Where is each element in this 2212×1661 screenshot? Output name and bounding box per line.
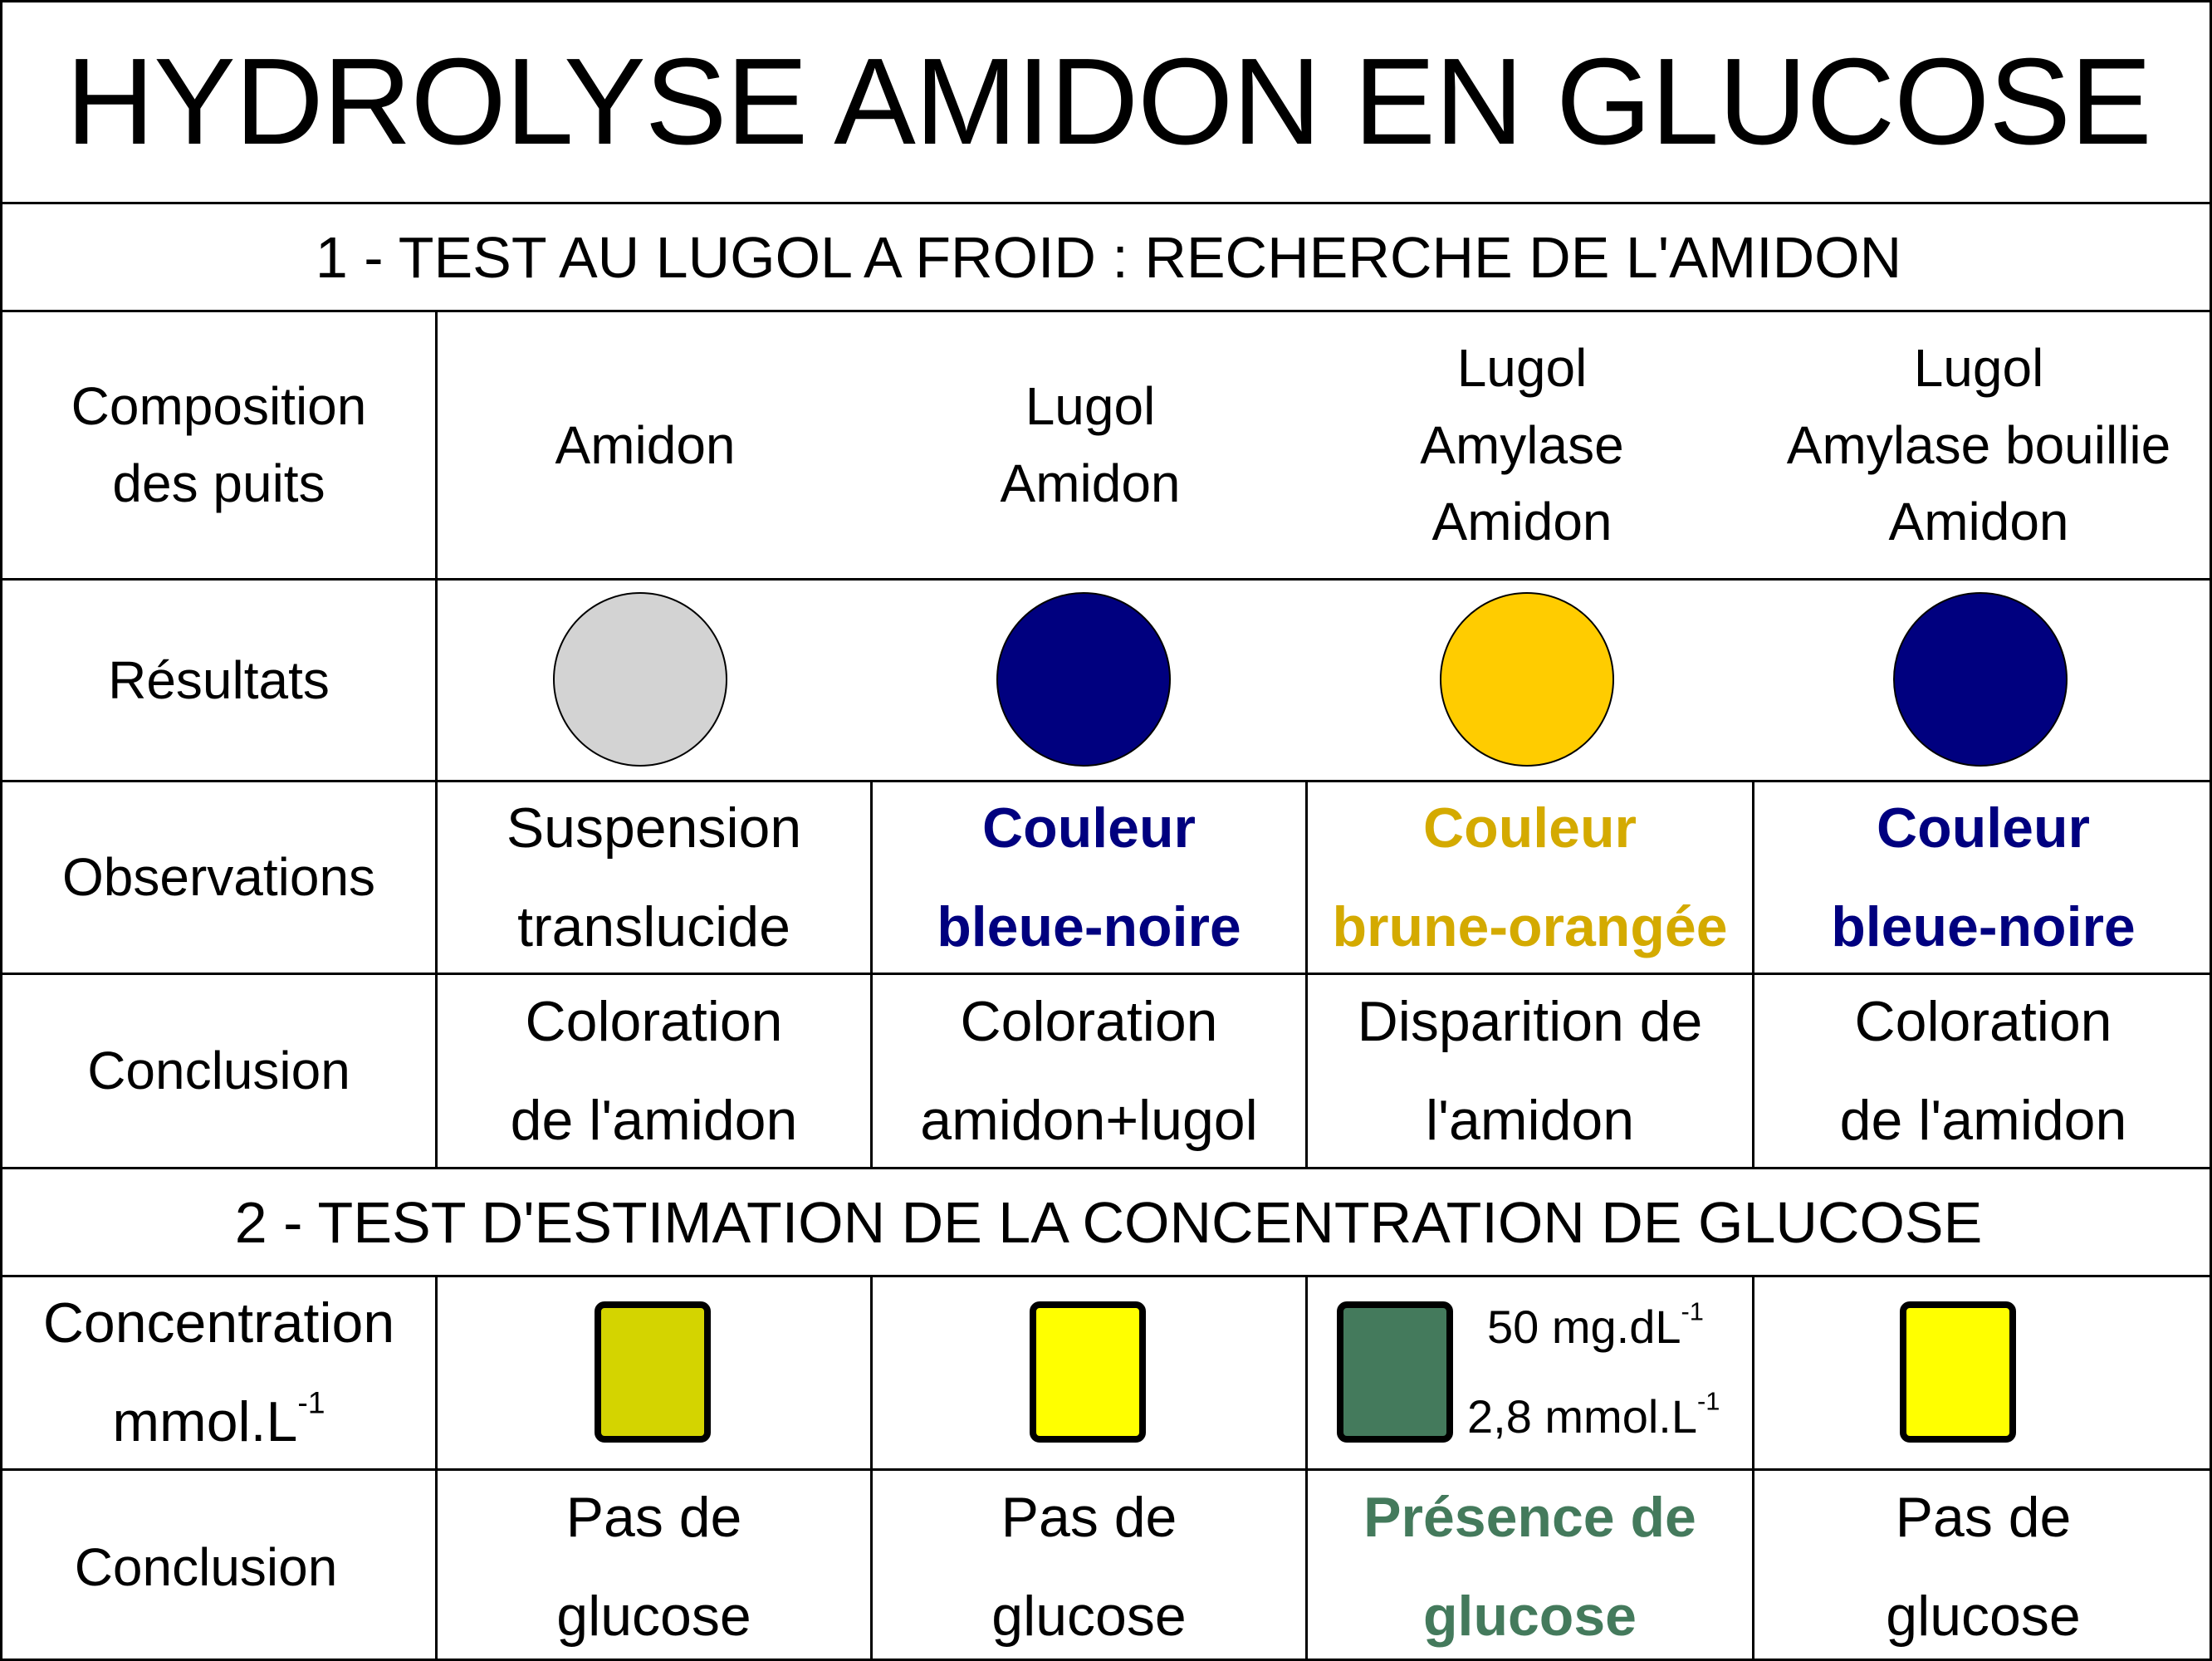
concentration-unit-text: mmol.L [112, 1390, 298, 1453]
observation-line: translucide [517, 894, 790, 958]
glucose-conclusion-4 [1754, 1471, 2212, 1661]
observation-4 [1754, 782, 2212, 973]
reading-mg [1487, 1296, 1704, 1354]
reading-mmol [1467, 1386, 1720, 1443]
conclusion-line: amidon+lugol [920, 1088, 1258, 1152]
glucose-conclusion-line: glucose [1886, 1585, 2081, 1648]
composition-line: Amidon [555, 414, 736, 475]
composition-line: Amylase bouillie [1786, 414, 2171, 475]
glucose-strip-1 [595, 1301, 711, 1443]
glucose-conclusion-2 [873, 1471, 1305, 1661]
glucose-conclusion-line: Pas de [1001, 1486, 1177, 1549]
conclusion-1 [438, 975, 870, 1167]
conclusion-2 [873, 975, 1305, 1167]
conclusion-line: Coloration [960, 989, 1218, 1053]
composition-line: Amidon [1000, 453, 1181, 513]
composition-well-3 [1290, 312, 1754, 578]
glucose-conclusion-1 [438, 1471, 870, 1661]
glucose-conclusion-3 [1308, 1471, 1752, 1661]
observation-2 [873, 782, 1305, 973]
observation-1 [438, 782, 870, 973]
conclusion-line: de l'amidon [510, 1088, 798, 1152]
observation-line: bleue-noire [937, 894, 1241, 958]
composition-line: Amidon [1431, 492, 1613, 552]
concentration-unit-exponent: -1 [297, 1384, 325, 1420]
concentration-label [2, 1277, 435, 1468]
observation-line: brune-orangée [1332, 894, 1728, 958]
composition-well-2 [858, 312, 1323, 578]
conclusion-line: l'amidon [1425, 1088, 1635, 1152]
composition-line: Amidon [1888, 492, 2069, 552]
conclusion-line: Coloration [1854, 989, 2112, 1053]
conclusion-3 [1308, 975, 1752, 1167]
glucose-strip-4 [1900, 1301, 2016, 1443]
conclusion-line: Coloration [525, 989, 783, 1053]
reading-mmol-text: 2,8 mmol.L [1467, 1390, 1697, 1443]
composition-well-1 [438, 312, 853, 578]
conclusion-label: Conclusion [87, 1041, 350, 1101]
conclusion-line: de l'amidon [1839, 1088, 2127, 1152]
observation-line: bleue-noire [1831, 894, 2136, 958]
conclusion-line: Disparition de [1357, 989, 1703, 1053]
section-1-title: 1 - TEST AU LUGOL A FROID : RECHERCHE DE L'AMIDON [315, 224, 1902, 290]
result-well-4 [1893, 592, 2068, 767]
reading-mg-exponent: -1 [1681, 1296, 1704, 1326]
composition-well-4 [1746, 312, 2211, 578]
observation-3 [1308, 782, 1752, 973]
composition-line: Amylase [1420, 414, 1624, 475]
glucose-conclusion-line: glucose [1423, 1585, 1637, 1648]
section-2-title: 2 - TEST D'ESTIMATION DE LA CONCENTRATION DE GLUCOSE [234, 1189, 1983, 1255]
page-title: HYDROLYSE AMIDON EN GLUCOSE [66, 33, 2151, 170]
composition-line: Lugol [1025, 376, 1156, 437]
glucose-strip-3 [1337, 1301, 1453, 1443]
result-well-1 [553, 592, 727, 767]
observation-line: Couleur [1423, 796, 1637, 860]
observation-line: Suspension [506, 796, 802, 860]
result-well-3 [1440, 592, 1614, 767]
composition-line: Lugol [1456, 337, 1588, 398]
glucose-conclusion-line: glucose [991, 1585, 1187, 1648]
concentration-unit [112, 1373, 325, 1472]
glucose-conclusion-line: Pas de [565, 1486, 742, 1549]
composition-label [2, 312, 435, 578]
conclusion-4 [1754, 975, 2212, 1167]
observations-label: Observations [61, 847, 376, 908]
glucose-strip-2 [1030, 1301, 1146, 1443]
conclusion-2-label: Conclusion [74, 1536, 338, 1597]
observation-line: Couleur [982, 796, 1196, 860]
composition-label-line: des puits [112, 453, 325, 513]
reading-mg-text: 50 mg.dL [1487, 1301, 1681, 1353]
glucose-conclusion-line: glucose [556, 1585, 751, 1648]
composition-line: Lugol [1913, 337, 2044, 398]
observation-line: Couleur [1877, 796, 2090, 860]
composition-label-line: Composition [71, 376, 367, 437]
reading-mmol-exponent: -1 [1697, 1386, 1720, 1416]
glucose-conclusion-line: Présence de [1363, 1486, 1696, 1549]
results-label: Résultats [108, 649, 330, 710]
result-well-2 [996, 592, 1171, 767]
glucose-conclusion-line: Pas de [1895, 1486, 2072, 1549]
concentration-label-line: Concentration [42, 1291, 395, 1355]
